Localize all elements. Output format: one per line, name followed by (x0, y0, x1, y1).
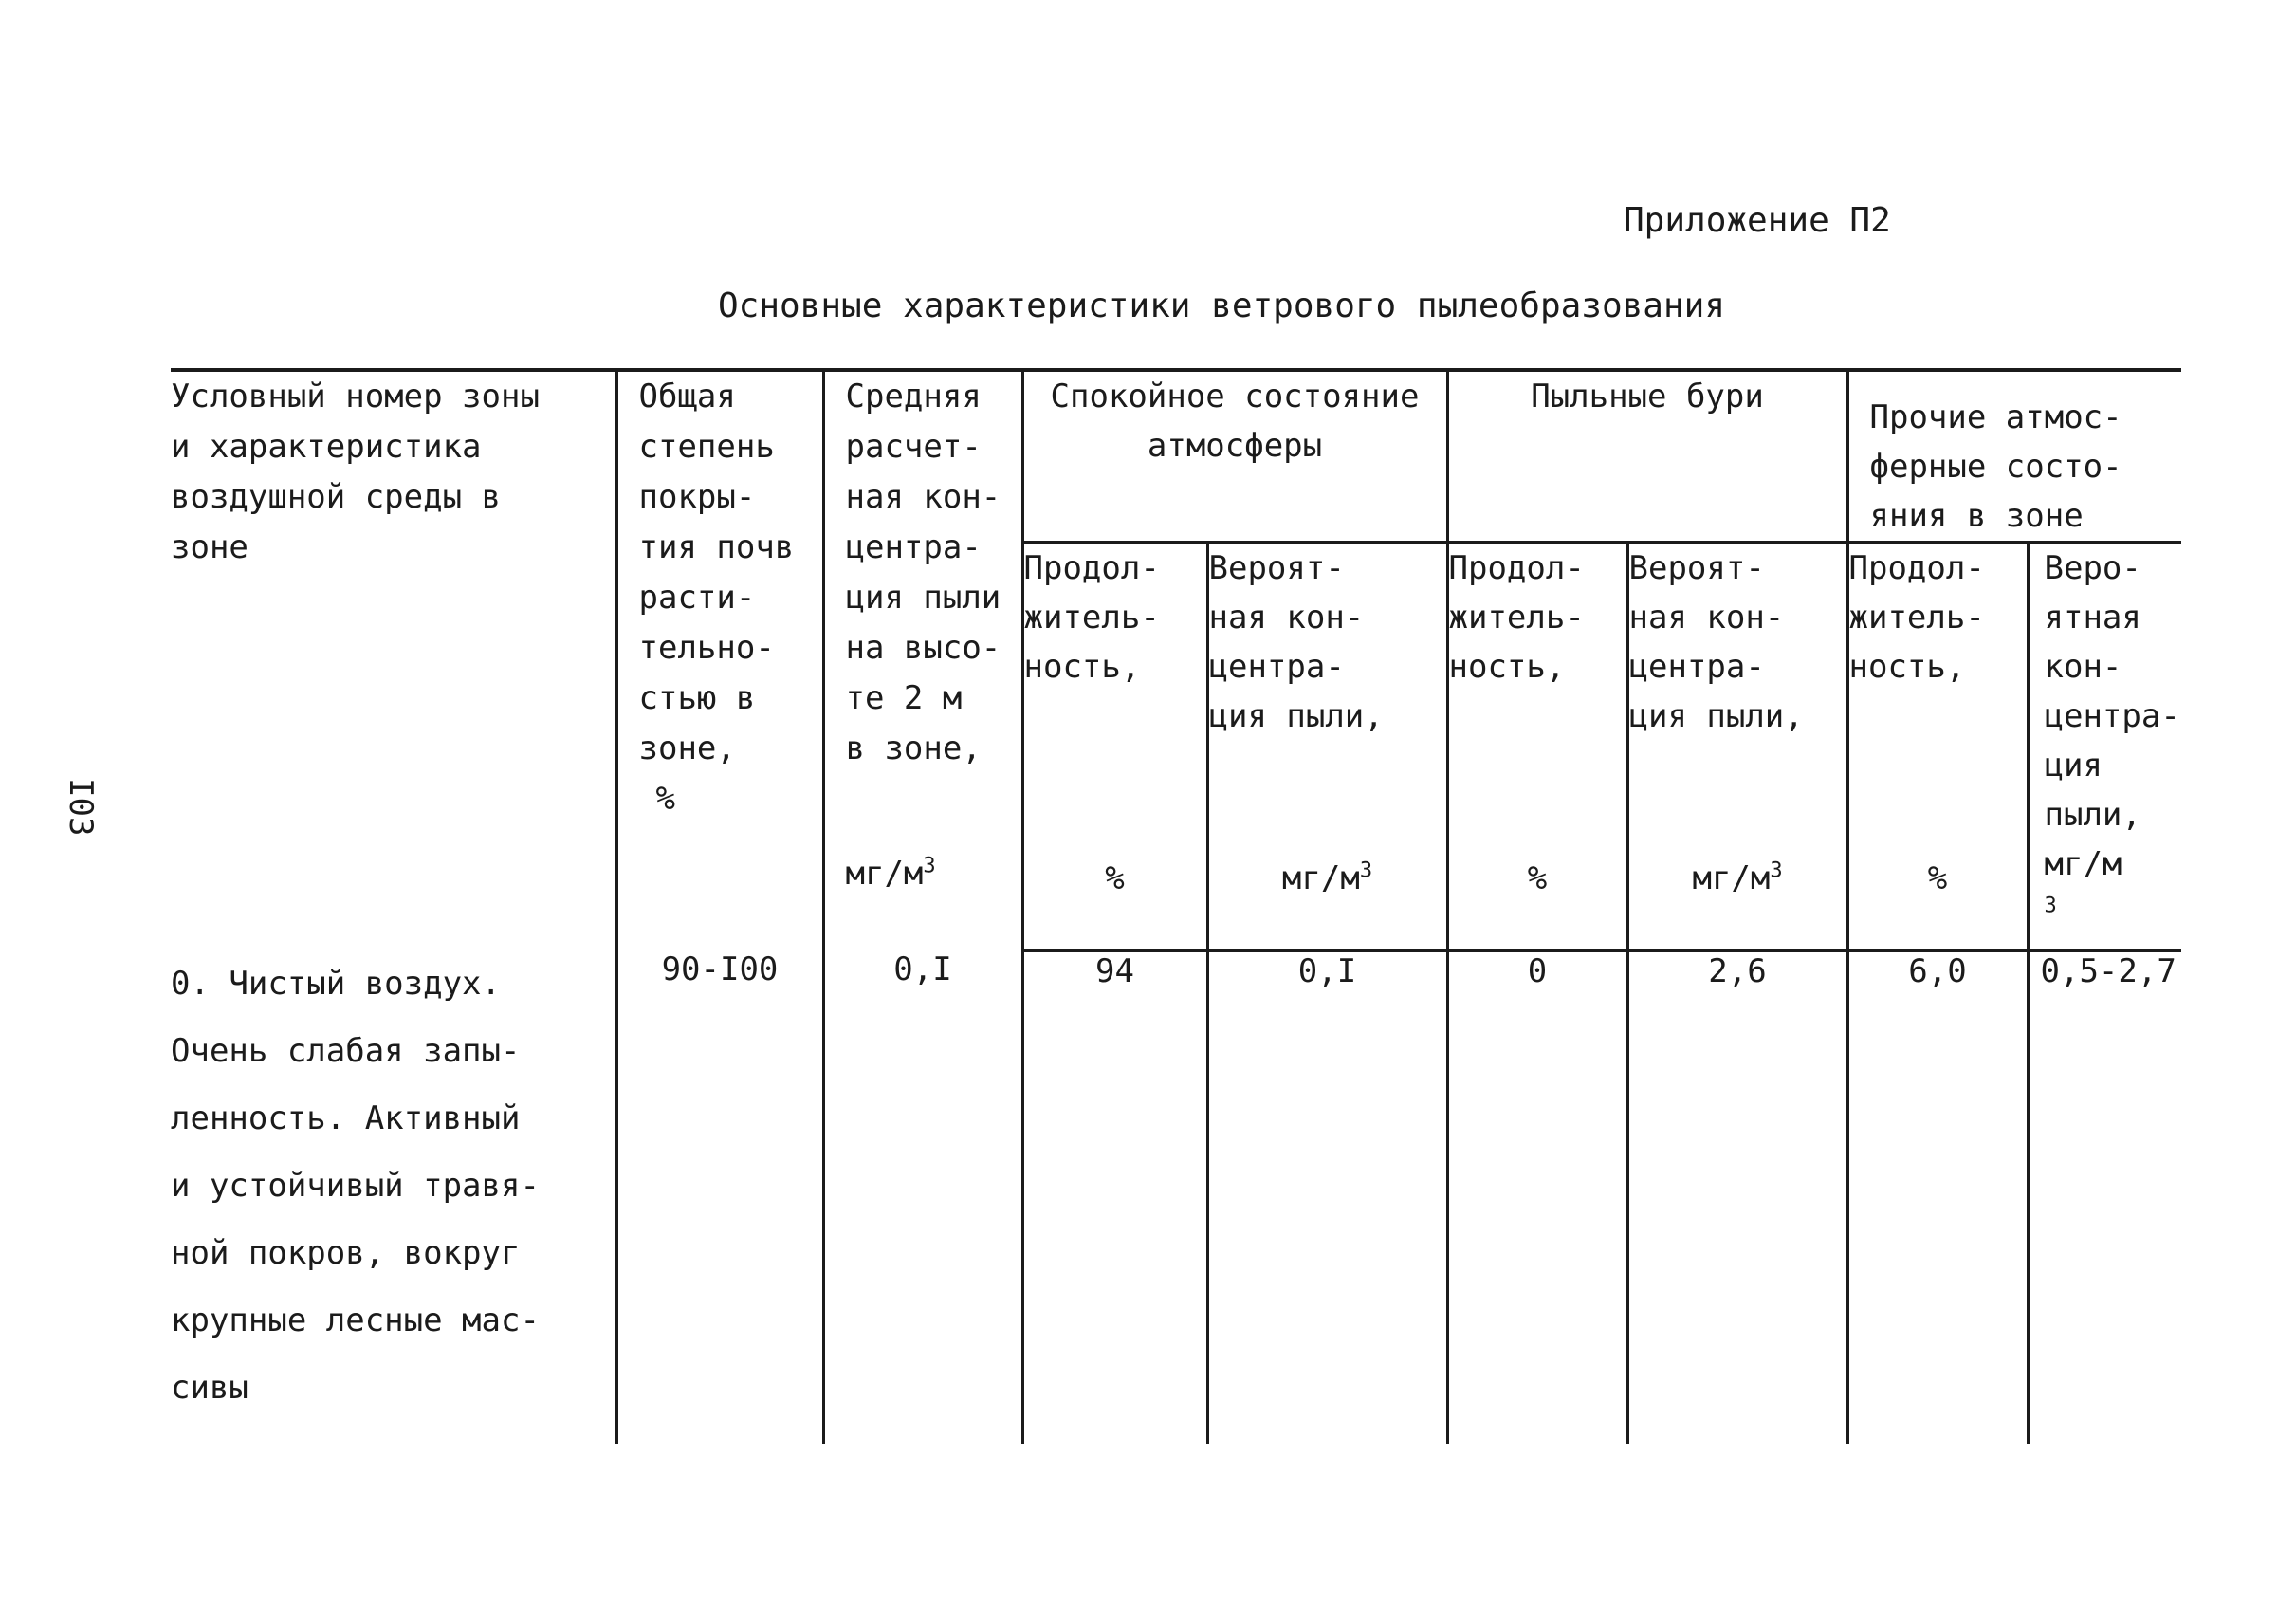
header-zone-text: Условный номер зоны и характеристика воздушной среды в зоне (171, 378, 540, 566)
cover-value: 90-I00 (616, 950, 823, 1444)
other-concentration-value: 0,5-2,7 (2028, 950, 2181, 1444)
calm-duration-unit: % (1105, 858, 1125, 897)
header-storm-duration: Продол- житель- ность, % (1447, 543, 1627, 950)
document-title: Основные характеристики ветрового пылеобразования (717, 286, 1726, 325)
header-group-other: Прочие атмос- ферные состо- яния в зоне (1847, 370, 2181, 543)
header-group-storm: Пыльные бури (1447, 370, 1847, 543)
header-other-duration: Продол- житель- ность, % (1847, 543, 2028, 950)
table-row (171, 950, 2181, 1444)
header-average-concentration: Средняя расчет- ная кон- центра- ция пыли на высо- те 2 м в зоне, $мг/м^3$ (823, 370, 1022, 950)
other-duration-unit: % (1927, 858, 1948, 897)
zone-description: 0. Чистый воздух. Очень слабая запы- ленность. Активный и устойчивый травя- ной покров, вокруг крупные лесные мас- сивы (171, 950, 616, 1444)
header-row-groups (171, 370, 2181, 543)
header-other-concentration: Веро- ятная кон- центра- ция пыли, мг/м $^3$ (2028, 543, 2181, 950)
calm-concentration-value: 0,I (1207, 950, 1447, 1444)
header-cover: Общая степень покры- тия почв расти- тельно- стью в зоне, % (616, 370, 823, 950)
storm-concentration-value: 2,6 (1627, 950, 1847, 1444)
characteristics-table-wrapper (171, 368, 2181, 1444)
storm-duration-value: 0 (1447, 950, 1627, 1444)
average-unit: $мг/м^3$ (845, 854, 936, 893)
header-zone (171, 370, 616, 950)
average-concentration-value: 0,I (823, 950, 1022, 1444)
calm-concentration-unit: $мг/м^3$ (1281, 858, 1373, 897)
calm-duration-value: 94 (1022, 950, 1207, 1444)
page-number: I03 (62, 778, 100, 837)
storm-duration-unit: % (1527, 858, 1548, 897)
storm-concentration-unit: $мг/м^3$ (1692, 858, 1783, 897)
header-group-calm: Спокойное состояние атмосферы (1022, 370, 1447, 543)
characteristics-table (171, 368, 2181, 1444)
appendix-label: Приложение П2 (1624, 201, 1891, 240)
header-calm-concentration: Вероят- ная кон- центра- ция пыли, $мг/м^3$ (1207, 543, 1447, 950)
other-duration-value: 6,0 (1847, 950, 2028, 1444)
header-calm-duration: Продол- житель- ность, % (1022, 543, 1207, 950)
header-storm-concentration: Вероят- ная кон- центра- ция пыли, $мг/м^3$ (1627, 543, 1847, 950)
